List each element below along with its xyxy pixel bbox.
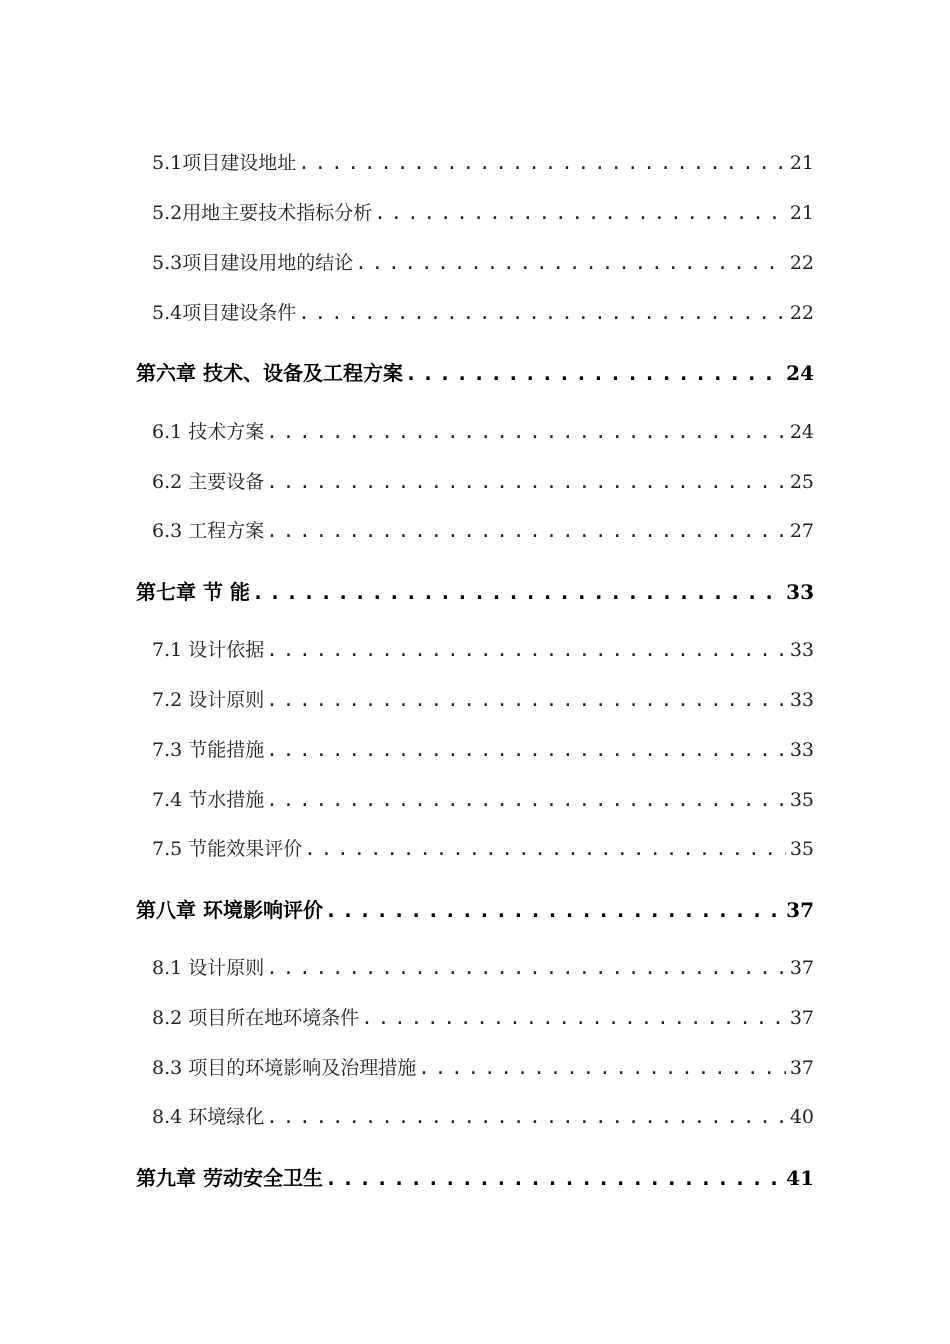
dot-leader <box>266 639 786 661</box>
dot-leader <box>252 580 782 604</box>
toc-entry-title: 8.2 项目所在地环境条件 <box>152 1007 360 1029</box>
dot-leader <box>266 421 786 443</box>
dot-leader <box>298 152 786 174</box>
dot-leader <box>298 302 786 324</box>
toc-chapter-9[interactable] <box>136 1162 814 1192</box>
toc-entry-title: 5.3项目建设用地的结论 <box>152 252 354 274</box>
toc-entry-title: 8.1 设计原则 <box>152 957 265 979</box>
toc-entry-page: 24 <box>789 421 814 443</box>
dot-leader <box>405 361 782 385</box>
toc-entry-page: 22 <box>789 302 814 324</box>
toc-entry-title: 7.1 设计依据 <box>152 639 265 661</box>
toc-entry-8-1[interactable] <box>152 953 814 983</box>
toc-chapter-title: 第八章 环境影响评价 <box>136 898 323 922</box>
toc-entry-title: 6.3 工程方案 <box>152 520 265 542</box>
toc-entry-page: 21 <box>789 202 814 224</box>
toc-entry-5-3[interactable] <box>152 248 814 278</box>
dot-leader <box>266 1106 786 1128</box>
dot-leader <box>374 202 786 224</box>
toc-entry-title: 7.4 节水措施 <box>152 789 265 811</box>
toc-chapter-page: 24 <box>786 361 814 385</box>
toc-entry-page: 33 <box>789 689 814 711</box>
toc-entry-5-2[interactable] <box>152 198 814 228</box>
dot-leader <box>418 1057 786 1079</box>
toc-entry-title: 6.2 主要设备 <box>152 471 265 493</box>
toc-entry-page: 35 <box>789 838 814 860</box>
toc-entry-page: 37 <box>789 1007 814 1029</box>
dot-leader <box>266 957 786 979</box>
toc-entry-6-2[interactable] <box>152 467 814 497</box>
dot-leader <box>325 1166 782 1190</box>
toc-entry-page: 40 <box>789 1106 814 1128</box>
toc-entry-7-5[interactable] <box>152 834 814 864</box>
toc-chapter-7[interactable] <box>136 576 814 606</box>
toc-entry-5-4[interactable] <box>152 298 814 328</box>
toc-entry-page: 37 <box>789 1057 814 1079</box>
dot-leader <box>325 898 782 922</box>
toc-entry-page: 33 <box>789 639 814 661</box>
toc-entry-title: 5.4项目建设条件 <box>152 302 297 324</box>
toc-entry-page: 35 <box>789 789 814 811</box>
toc-entry-6-1[interactable] <box>152 417 814 447</box>
toc-chapter-page: 41 <box>786 1166 814 1190</box>
toc-entry-5-1[interactable] <box>152 148 814 178</box>
toc-chapter-page: 37 <box>786 898 814 922</box>
dot-leader <box>266 471 786 493</box>
dot-leader <box>266 739 786 761</box>
toc-entry-7-2[interactable] <box>152 685 814 715</box>
dot-leader <box>266 520 786 542</box>
dot-leader <box>355 252 786 274</box>
toc-entry-6-3[interactable] <box>152 516 814 546</box>
dot-leader <box>304 838 786 860</box>
toc-entry-page: 33 <box>789 739 814 761</box>
toc-entry-8-2[interactable] <box>152 1003 814 1033</box>
toc-entry-title: 7.3 节能措施 <box>152 739 265 761</box>
toc-entry-page: 27 <box>789 520 814 542</box>
dot-leader <box>361 1007 786 1029</box>
toc-entry-title: 8.3 项目的环境影响及治理措施 <box>152 1057 417 1079</box>
toc-entry-title: 7.2 设计原则 <box>152 689 265 711</box>
toc-entry-title: 7.5 节能效果评价 <box>152 838 303 860</box>
toc-entry-page: 37 <box>789 957 814 979</box>
toc-entry-7-3[interactable] <box>152 735 814 765</box>
dot-leader <box>266 789 786 811</box>
toc-entry-title: 8.4 环境绿化 <box>152 1106 265 1128</box>
toc-entry-page: 22 <box>789 252 814 274</box>
toc-chapter-title: 第九章 劳动安全卫生 <box>136 1166 323 1190</box>
toc-entry-title: 5.2用地主要技术指标分析 <box>152 202 373 224</box>
toc-chapter-title: 第六章 技术、设备及工程方案 <box>136 361 403 385</box>
toc-entry-7-1[interactable] <box>152 635 814 665</box>
toc-entry-title: 6.1 技术方案 <box>152 421 265 443</box>
dot-leader <box>266 689 786 711</box>
toc-entry-8-3[interactable] <box>152 1053 814 1083</box>
toc-entry-page: 21 <box>789 152 814 174</box>
toc-entry-8-4[interactable] <box>152 1102 814 1132</box>
toc-chapter-page: 33 <box>786 580 814 604</box>
toc-entry-page: 25 <box>789 471 814 493</box>
toc-chapter-title: 第七章 节 能 <box>136 580 250 604</box>
toc-entry-7-4[interactable] <box>152 785 814 815</box>
toc-chapter-8[interactable] <box>136 894 814 924</box>
toc-chapter-6[interactable] <box>136 357 814 387</box>
toc-entry-title: 5.1项目建设地址 <box>152 152 297 174</box>
